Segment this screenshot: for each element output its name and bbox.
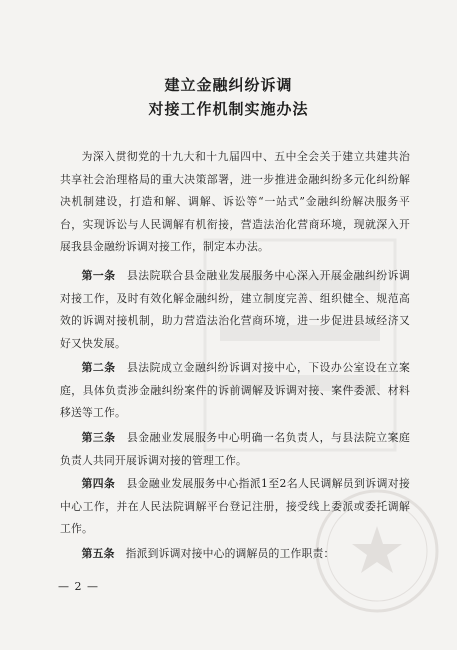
article-5-text: 指派到诉调对接中心的调解员的工作职责： [125,547,335,560]
document-title-line-2: 对接工作机制实施办法 [148,100,309,118]
article-4-text: 县金融业发展服务中心指派1至2名人民调解员到诉调对接中心工作，并在人民法院调解平台登记注册，接受线上委派或委托调解工作。 [60,477,410,535]
document-title-line-1: 建立金融纠纷诉调 [164,76,293,94]
article-2-text: 县法院成立金融纠纷诉调对接中心，下设办公室设在立案庭，具体负责涉金融纠纷案件的诉前调解及诉调对接、案件委派、材料移送等工作。 [60,361,411,419]
article-3 [60,427,410,472]
page-number: — 2 — [58,580,99,593]
article-4-label: 第四条 [81,477,116,490]
article-1-label: 第一条 [81,269,116,282]
article-3-text: 县金融业发展服务中心明确一名负责人，与县法院立案庭负责人共同开展诉调对接的管理工作。 [60,431,411,467]
article-1 [60,265,410,355]
article-5-label: 第五条 [81,547,115,560]
article-2 [60,357,410,425]
article-4 [60,473,410,541]
article-1-text: 县法院联合县金融业发展服务中心深入开展金融纠纷诉调对接工作，及时有效化解金融纠纷，建立制度完善、组织健全、规范高效的诉调对接机制，助力营造法治化营商环境，进一步促进县域经济又好又快发展。 [60,269,411,350]
article-3-label: 第三条 [81,431,116,444]
article-5 [60,543,410,566]
intro-paragraph: 为深入贯彻党的十九大和十九届四中、五中全会关于建立共建共治共享社会治理格局的重大决策部署，进一步推进金融纠纷多元化纠纷解决机制建设，打造和解、调解、诉讼等“一站式”金融纠纷解决服务平台，实现诉讼与人民调解有机衔接，营造法治化营商环境，现就深入开展我县金融纷诉调对接工作，制定本办法。 [60,150,410,253]
article-2-label: 第二条 [81,361,116,374]
